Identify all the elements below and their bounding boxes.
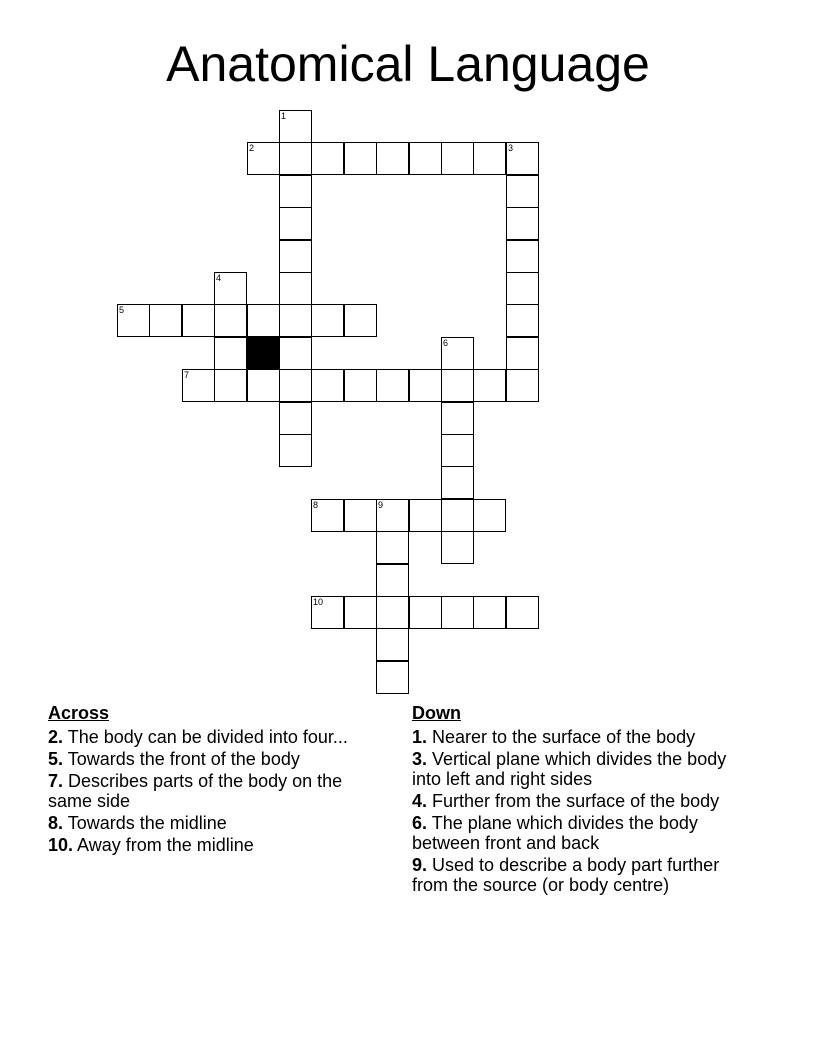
grid-cell[interactable]	[279, 369, 312, 402]
grid-cell[interactable]	[506, 175, 539, 208]
grid-cell[interactable]	[506, 272, 539, 305]
clue-number: 7.	[48, 771, 64, 791]
clue-text: Vertical plane which divides the body into left and right sides	[412, 749, 727, 789]
grid-cell[interactable]	[214, 304, 247, 337]
clue-number: 9.	[412, 855, 428, 875]
grid-cell[interactable]	[506, 240, 539, 273]
clue-number: 10.	[48, 835, 74, 855]
cell-number: 4	[216, 273, 222, 283]
grid-cell[interactable]	[279, 337, 312, 370]
grid-cell[interactable]	[311, 499, 344, 532]
clue-number: 5.	[48, 749, 64, 769]
grid-cell[interactable]	[409, 499, 442, 532]
grid-cell[interactable]	[311, 596, 344, 629]
page-title: Anatomical Language	[166, 36, 650, 92]
grid-cell[interactable]	[441, 369, 474, 402]
grid-cell[interactable]	[214, 272, 247, 305]
grid-cell[interactable]	[376, 661, 409, 694]
grid-cell[interactable]	[182, 369, 215, 402]
grid-cell[interactable]	[279, 272, 312, 305]
grid-cell[interactable]	[247, 369, 280, 402]
cell-number: 1	[281, 111, 287, 121]
clue-across-5	[48, 749, 368, 769]
grid-cell[interactable]	[376, 369, 409, 402]
grid-cell[interactable]	[279, 175, 312, 208]
grid-cell[interactable]	[376, 596, 409, 629]
grid-cell[interactable]	[311, 142, 344, 175]
grid-cell[interactable]	[344, 142, 377, 175]
grid-cell[interactable]	[409, 596, 442, 629]
grid-cell[interactable]	[279, 240, 312, 273]
grid-cell[interactable]	[441, 402, 474, 435]
grid-cell[interactable]	[506, 207, 539, 240]
grid-cell[interactable]	[473, 369, 506, 402]
clue-number: 3.	[412, 749, 428, 769]
grid-cell[interactable]	[279, 304, 312, 337]
grid-cell[interactable]	[344, 499, 377, 532]
grid-cell[interactable]	[506, 596, 539, 629]
grid-cell[interactable]	[409, 369, 442, 402]
clue-text: Describes parts of the body on the same side	[48, 771, 343, 811]
grid-cell[interactable]	[117, 304, 150, 337]
grid-cell[interactable]	[441, 466, 474, 499]
cell-number: 9	[378, 500, 384, 510]
grid-cell[interactable]	[441, 596, 474, 629]
grid-cell[interactable]	[376, 628, 409, 661]
grid-cell[interactable]	[441, 337, 474, 370]
grid-cell[interactable]	[376, 499, 409, 532]
grid-cell[interactable]	[344, 369, 377, 402]
grid-cell[interactable]	[441, 531, 474, 564]
grid-cell[interactable]	[409, 142, 442, 175]
clue-number: 6.	[412, 813, 428, 833]
grid-cell[interactable]	[473, 499, 506, 532]
grid-cell[interactable]	[247, 304, 280, 337]
cell-number: 10	[313, 597, 324, 607]
clue-number: 8.	[48, 813, 64, 833]
clue-text: The body can be divided into four...	[67, 727, 348, 747]
grid-cell[interactable]	[214, 369, 247, 402]
clue-across-2	[48, 727, 368, 747]
clue-text: Towards the front of the body	[67, 749, 300, 769]
clue-number: 2.	[48, 727, 64, 747]
cell-number: 7	[184, 370, 190, 380]
grid-cell[interactable]	[279, 434, 312, 467]
clue-text: The plane which divides the body between front and back	[412, 813, 698, 853]
clue-text: Used to describe a body part further from the source (or body centre)	[412, 855, 720, 895]
grid-cell[interactable]	[473, 596, 506, 629]
clue-across-10	[48, 835, 368, 855]
grid-cell[interactable]	[441, 499, 474, 532]
grid-cell[interactable]	[279, 207, 312, 240]
grid-cell[interactable]	[247, 142, 280, 175]
grid-cell[interactable]	[473, 142, 506, 175]
grid-cell[interactable]	[376, 142, 409, 175]
cell-number: 6	[443, 338, 449, 348]
cell-number: 2	[249, 143, 255, 153]
clue-text: Away from the midline	[77, 835, 254, 855]
clue-text: Further from the surface of the body	[432, 791, 720, 811]
cell-number: 3	[508, 143, 514, 153]
clue-text: Nearer to the surface of the body	[432, 727, 696, 747]
across-heading: Across	[48, 703, 110, 723]
clue-across-7	[48, 771, 368, 811]
clue-across-8	[48, 813, 368, 833]
cell-number: 5	[119, 305, 125, 315]
grid-cell[interactable]	[279, 142, 312, 175]
clue-number: 4.	[412, 791, 428, 811]
grid-cell[interactable]	[311, 304, 344, 337]
clue-down-1	[412, 727, 752, 747]
clue-text: Towards the midline	[67, 813, 227, 833]
grid-cell[interactable]	[506, 337, 539, 370]
cell-number: 8	[313, 500, 319, 510]
grid-cell[interactable]	[214, 337, 247, 370]
clue-down-4	[412, 791, 752, 811]
grid-cell[interactable]	[279, 402, 312, 435]
grid-cell[interactable]	[344, 304, 377, 337]
grid-cell[interactable]	[441, 142, 474, 175]
clue-down-6	[412, 813, 752, 853]
grid-cell[interactable]	[506, 304, 539, 337]
down-heading: Down	[412, 703, 461, 723]
clue-number: 1.	[412, 727, 428, 747]
grid-cell[interactable]	[506, 142, 539, 175]
down-clues	[412, 703, 752, 897]
clue-down-3	[412, 749, 752, 789]
grid-cell[interactable]	[149, 304, 182, 337]
grid-cell[interactable]	[279, 110, 312, 143]
grid-cell[interactable]	[182, 304, 215, 337]
clue-down-9	[412, 855, 752, 895]
grid-cell[interactable]	[344, 596, 377, 629]
across-clues	[48, 703, 368, 857]
grid-cell[interactable]	[506, 369, 539, 402]
black-cell	[247, 337, 280, 370]
grid-cell[interactable]	[376, 531, 409, 564]
grid-cell[interactable]	[376, 564, 409, 597]
grid-cell[interactable]	[441, 434, 474, 467]
grid-cell[interactable]	[311, 369, 344, 402]
